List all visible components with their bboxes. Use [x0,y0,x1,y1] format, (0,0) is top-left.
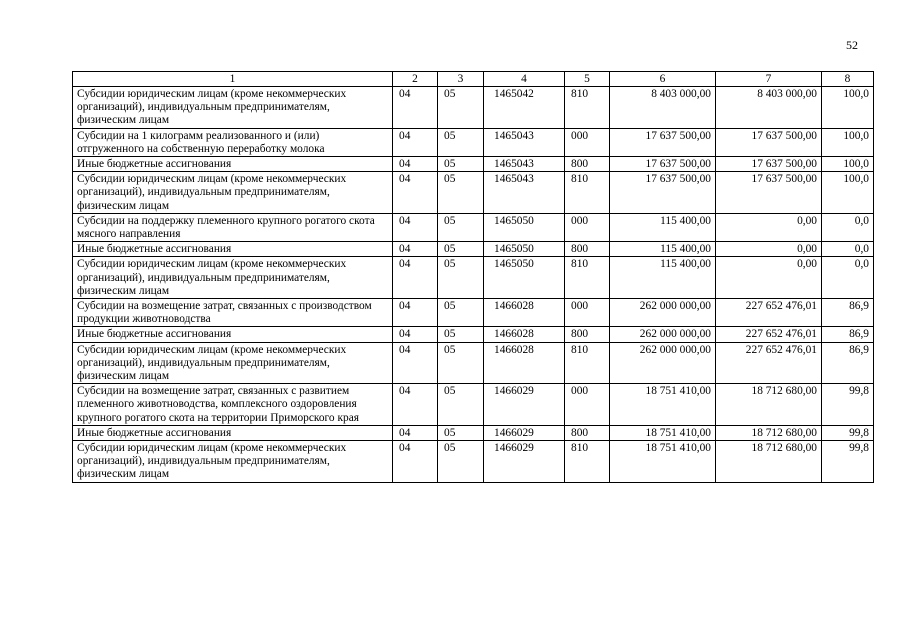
row-name-cell: Субсидии юридическим лицам (кроме некоммерческих организаций), индивидуальным предпринимателям, физическим лицам [73,172,393,214]
actual-amount-cell: 18 712 680,00 [716,441,822,483]
expense-type-code-cell: 810 [565,441,610,483]
table-row [73,172,874,214]
expense-type-code-cell: 000 [565,213,610,241]
expense-type-code-cell: 000 [565,299,610,327]
target-item-code-cell: 1465050 [484,257,565,299]
target-item-code-cell: 1466028 [484,299,565,327]
row-name-cell: Субсидии на 1 килограмм реализованного и (или) отгруженного на собственную переработку молока [73,128,393,156]
table-row [73,342,874,384]
actual-amount-cell: 0,00 [716,257,822,299]
section-code-cell: 04 [393,157,438,172]
planned-amount-cell: 262 000 000,00 [610,342,716,384]
row-name-cell: Субсидии юридическим лицам (кроме некоммерческих организаций), индивидуальным предпринимателям, физическим лицам [73,342,393,384]
execution-percent-cell: 99,8 [822,425,874,440]
subsection-code-cell: 05 [438,327,484,342]
section-code-cell: 04 [393,242,438,257]
section-code-cell: 04 [393,342,438,384]
row-name-cell: Субсидии юридическим лицам (кроме некоммерческих организаций), индивидуальным предпринимателям, физическим лицам [73,441,393,483]
execution-percent-cell: 86,9 [822,327,874,342]
planned-amount-cell: 8 403 000,00 [610,87,716,129]
actual-amount-cell: 17 637 500,00 [716,128,822,156]
column-header: 6 [610,72,716,87]
expense-type-code-cell: 800 [565,425,610,440]
section-code-cell: 04 [393,425,438,440]
table-row [73,87,874,129]
section-code-cell: 04 [393,172,438,214]
actual-amount-cell: 18 712 680,00 [716,384,822,426]
column-header: 3 [438,72,484,87]
column-header: 1 [73,72,393,87]
section-code-cell: 04 [393,128,438,156]
execution-percent-cell: 0,0 [822,242,874,257]
planned-amount-cell: 262 000 000,00 [610,327,716,342]
actual-amount-cell: 0,00 [716,213,822,241]
subsection-code-cell: 05 [438,384,484,426]
actual-amount-cell: 227 652 476,01 [716,299,822,327]
actual-amount-cell: 18 712 680,00 [716,425,822,440]
target-item-code-cell: 1465043 [484,128,565,156]
subsection-code-cell: 05 [438,342,484,384]
target-item-code-cell: 1465043 [484,157,565,172]
execution-percent-cell: 0,0 [822,257,874,299]
expense-type-code-cell: 810 [565,257,610,299]
planned-amount-cell: 17 637 500,00 [610,157,716,172]
execution-percent-cell: 99,8 [822,384,874,426]
expense-type-code-cell: 800 [565,327,610,342]
subsection-code-cell: 05 [438,242,484,257]
subsection-code-cell: 05 [438,425,484,440]
planned-amount-cell: 115 400,00 [610,242,716,257]
subsection-code-cell: 05 [438,157,484,172]
column-header: 5 [565,72,610,87]
table-row [73,425,874,440]
section-code-cell: 04 [393,441,438,483]
table-row [73,128,874,156]
subsection-code-cell: 05 [438,441,484,483]
execution-percent-cell: 86,9 [822,299,874,327]
target-item-code-cell: 1466028 [484,327,565,342]
target-item-code-cell: 1465043 [484,172,565,214]
execution-percent-cell: 99,8 [822,441,874,483]
column-header: 4 [484,72,565,87]
actual-amount-cell: 17 637 500,00 [716,172,822,214]
budget-table [72,71,874,483]
row-name-cell: Субсидии на поддержку племенного крупного рогатого скота мясного направления [73,213,393,241]
row-name-cell: Иные бюджетные ассигнования [73,157,393,172]
column-header: 7 [716,72,822,87]
column-header: 2 [393,72,438,87]
expense-type-code-cell: 800 [565,242,610,257]
target-item-code-cell: 1465042 [484,87,565,129]
expense-type-code-cell: 000 [565,128,610,156]
target-item-code-cell: 1465050 [484,242,565,257]
actual-amount-cell: 227 652 476,01 [716,327,822,342]
subsection-code-cell: 05 [438,299,484,327]
section-code-cell: 04 [393,257,438,299]
row-name-cell: Субсидии на возмещение затрат, связанных с развитием племенного животноводства, комплексного оздоровления крупного рогатого скота на территории Приморского края [73,384,393,426]
row-name-cell: Субсидии юридическим лицам (кроме некоммерческих организаций), индивидуальным предпринимателям, физическим лицам [73,87,393,129]
subsection-code-cell: 05 [438,257,484,299]
table-row [73,213,874,241]
planned-amount-cell: 18 751 410,00 [610,425,716,440]
subsection-code-cell: 05 [438,87,484,129]
execution-percent-cell: 100,0 [822,157,874,172]
subsection-code-cell: 05 [438,172,484,214]
table-header-row [73,72,874,87]
target-item-code-cell: 1466028 [484,342,565,384]
expense-type-code-cell: 000 [565,384,610,426]
planned-amount-cell: 18 751 410,00 [610,384,716,426]
execution-percent-cell: 100,0 [822,172,874,214]
planned-amount-cell: 18 751 410,00 [610,441,716,483]
actual-amount-cell: 8 403 000,00 [716,87,822,129]
table-row [73,327,874,342]
expense-type-code-cell: 810 [565,87,610,129]
expense-type-code-cell: 810 [565,172,610,214]
planned-amount-cell: 115 400,00 [610,257,716,299]
actual-amount-cell: 0,00 [716,242,822,257]
table-row [73,299,874,327]
target-item-code-cell: 1465050 [484,213,565,241]
expense-type-code-cell: 800 [565,157,610,172]
expense-type-code-cell: 810 [565,342,610,384]
execution-percent-cell: 100,0 [822,87,874,129]
section-code-cell: 04 [393,87,438,129]
table-row [73,441,874,483]
planned-amount-cell: 17 637 500,00 [610,128,716,156]
actual-amount-cell: 227 652 476,01 [716,342,822,384]
planned-amount-cell: 115 400,00 [610,213,716,241]
subsection-code-cell: 05 [438,213,484,241]
row-name-cell: Иные бюджетные ассигнования [73,327,393,342]
table-row [73,157,874,172]
row-name-cell: Субсидии юридическим лицам (кроме некоммерческих организаций), индивидуальным предпринимателям, физическим лицам [73,257,393,299]
row-name-cell: Субсидии на возмещение затрат, связанных с производством продукции животноводства [73,299,393,327]
row-name-cell: Иные бюджетные ассигнования [73,242,393,257]
table-row [73,257,874,299]
column-header: 8 [822,72,874,87]
target-item-code-cell: 1466029 [484,384,565,426]
section-code-cell: 04 [393,327,438,342]
page-number: 52 [846,38,858,52]
execution-percent-cell: 100,0 [822,128,874,156]
section-code-cell: 04 [393,384,438,426]
planned-amount-cell: 17 637 500,00 [610,172,716,214]
target-item-code-cell: 1466029 [484,441,565,483]
planned-amount-cell: 262 000 000,00 [610,299,716,327]
table-row [73,384,874,426]
execution-percent-cell: 0,0 [822,213,874,241]
table-row [73,242,874,257]
row-name-cell: Иные бюджетные ассигнования [73,425,393,440]
execution-percent-cell: 86,9 [822,342,874,384]
target-item-code-cell: 1466029 [484,425,565,440]
section-code-cell: 04 [393,299,438,327]
subsection-code-cell: 05 [438,128,484,156]
actual-amount-cell: 17 637 500,00 [716,157,822,172]
section-code-cell: 04 [393,213,438,241]
